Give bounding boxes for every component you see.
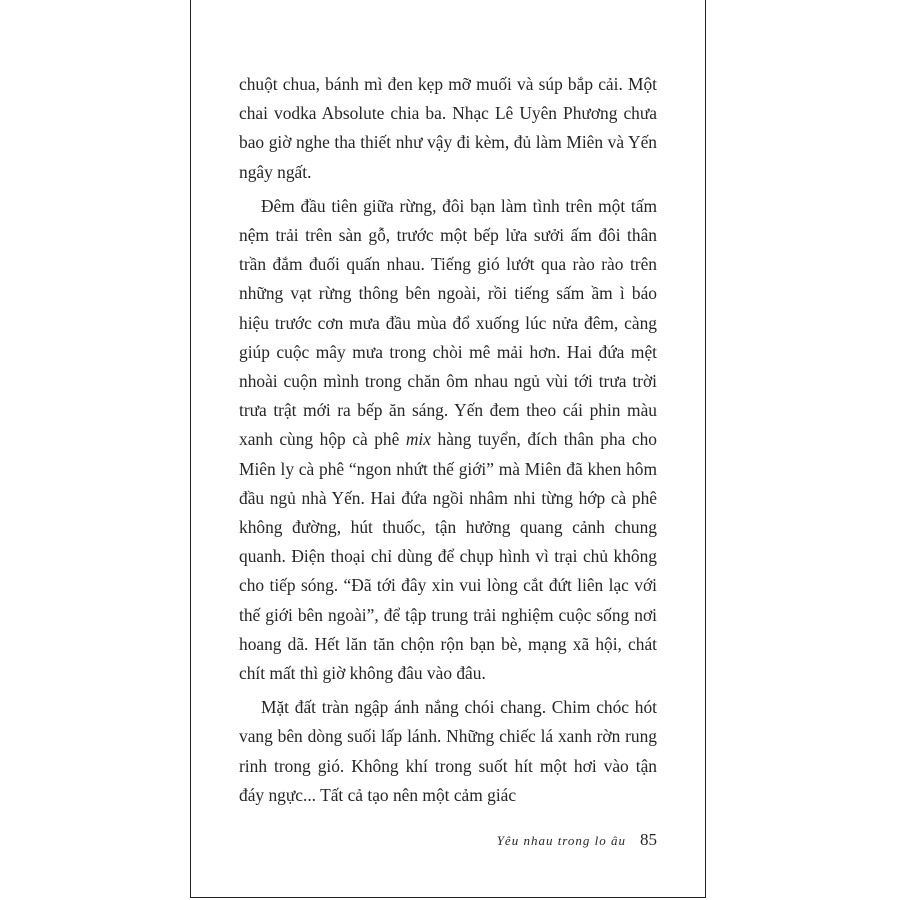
page-footer <box>497 830 657 850</box>
emphasis-mix: mix <box>405 429 431 450</box>
paragraph-2-part-2: hàng tuyển, đích thân pha cho Miên ly cà phê “ngon nhứt thế giới” mà Miên đã khen hôm đầu ngủ nhà Yến. Hai đứa ngồi nhâm nhi từng hớp cà phê không đường, hút thuốc, tận hưởng quang cảnh chung quanh. Điện thoại chỉ dùng để chụp hình vì trại chủ không cho tiếp sóng. “Đã tới đây xin vui lòng cắt đứt liên lạc với thế giới bên ngoài”, để tập trung trải nghiệm cuộc sống nơi hoang dã. Hết lăn tăn chộn rộn bạn bè, mạng xã hội, chát chít mất thì giờ không đâu vào đâu. <box>239 429 657 684</box>
body-text <box>239 70 657 815</box>
paragraph-2 <box>239 192 657 688</box>
running-title: Yêu nhau trong lo âu <box>496 833 626 848</box>
paragraph-3: Mặt đất tràn ngập ánh nắng chói chang. Chim chóc hót vang bên dòng suối lấp lánh. Những chiếc lá xanh rờn rung rinh trong gió. Không khí trong suốt hít một hơi vào tận đáy ngực... Tất cả tạo nên một cảm giác <box>239 697 657 805</box>
paragraph-1: chuột chua, bánh mì đen kẹp mỡ muối và súp bắp cải. Một chai vodka Absolute chia ba. Nhạc Lê Uyên Phương chưa bao giờ nghe tha thiết như vậy đi kèm, đủ làm Miên và Yến ngây ngất. <box>239 74 657 182</box>
paragraph-2-part-1: Đêm đầu tiên giữa rừng, đôi bạn làm tình trên một tấm nệm trải trên sàn gỗ, trước một bếp lửa sưởi ấm đôi thân trần đắm đuối quấn nhau. Tiếng gió lướt qua rào rào trên những vạt rừng thông bên ngoài, rồi tiếng sấm ầm ì báo hiệu trước cơn mưa đầu mùa đổ xuống lúc nửa đêm, càng giúp cuộc mây mưa trong chòi mê mải hơn. Hai đứa mệt nhoài cuộn mình trong chăn ôm nhau ngủ vùi tới trưa trời trưa trật mới ra bếp ăn sáng. Yến đem theo cái phin màu xanh cùng hộp cà phê <box>239 195 657 450</box>
book-page <box>190 0 706 898</box>
page-number: 85 <box>640 830 657 849</box>
